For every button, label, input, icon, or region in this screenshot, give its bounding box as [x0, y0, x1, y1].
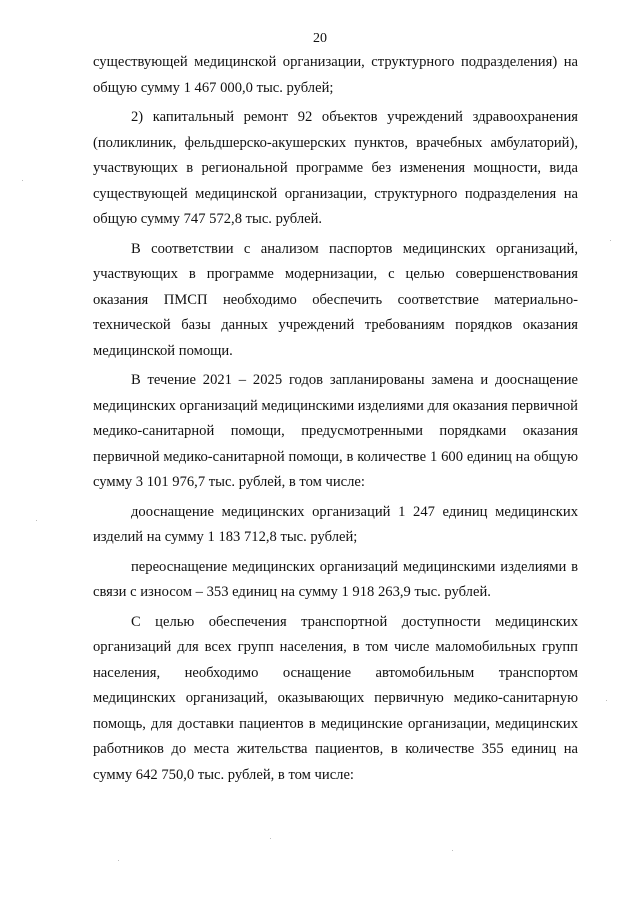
- scan-speck: [606, 700, 607, 701]
- scan-speck: [610, 240, 611, 241]
- paragraph-re-equipment: переоснащение медицинских организаций медицинскими изделиями в связи с износом – 353 единиц на сумму 1 918 263,9 тыс. рублей.: [93, 558, 578, 600]
- scan-speck: [36, 520, 37, 521]
- paragraph-capital-repair: 2) капитальный ремонт 92 объектов учреждений здравоохранения (поликлиник, фельдшерско-акушерских пунктов, врачебных амбулаторий), участвующих в региональной программе без изменения мощности, вида существующей медицинской организации, структурного подразделения на общую сумму 747 572,8 тыс. рублей.: [93, 109, 578, 227]
- paragraph-passport-analysis: В соответствии с анализом паспортов медицинских организаций, участвующих в программе модернизации, с целью совершенствования оказания ПМСП необходимо обеспечить соответствие материально-технической базы данных учреждений требованиям порядков оказания медицинской помощи.: [93, 240, 578, 359]
- paragraph-transport: С целью обеспечения транспортной доступности медицинских организаций для всех групп населения, в том числе маломобильных групп населения, необходимо оснащение автомобильным транспортом медицинских организаций, оказывающих первичную медико-санитарную помощь, для доставки пациентов в медицинские организации, медицинских работников до места жительства пациентов, в количестве 355 единиц на сумму 642 750,0 тыс. рублей, в том числе:: [93, 613, 578, 783]
- paragraph-equipment-plan: В течение 2021 – 2025 годов запланированы замена и дооснащение медицинских организаций медицинскими изделиями для оказания первичной медико-санитарной помощи, предусмотренными порядками оказания первичной медико-санитарной помощи, в количестве 1 600 единиц на общую сумму 3 101 976,7 тыс. рублей, в том числе:: [93, 372, 578, 490]
- scan-speck: [22, 180, 23, 181]
- page-number: 20: [313, 31, 327, 46]
- paragraph-additional-equipment: дооснащение медицинских организаций 1 247 единиц медицинских изделий на сумму 1 183 712,8 тыс. рублей;: [93, 503, 578, 545]
- scan-speck: [118, 860, 119, 861]
- scan-speck: [270, 838, 271, 839]
- paragraph-continuation: существующей медицинской организации, структурного подразделения) на общую сумму 1 467 000,0 тыс. рублей;: [93, 54, 578, 96]
- body-text: [93, 50, 578, 788]
- scan-speck: [452, 850, 453, 851]
